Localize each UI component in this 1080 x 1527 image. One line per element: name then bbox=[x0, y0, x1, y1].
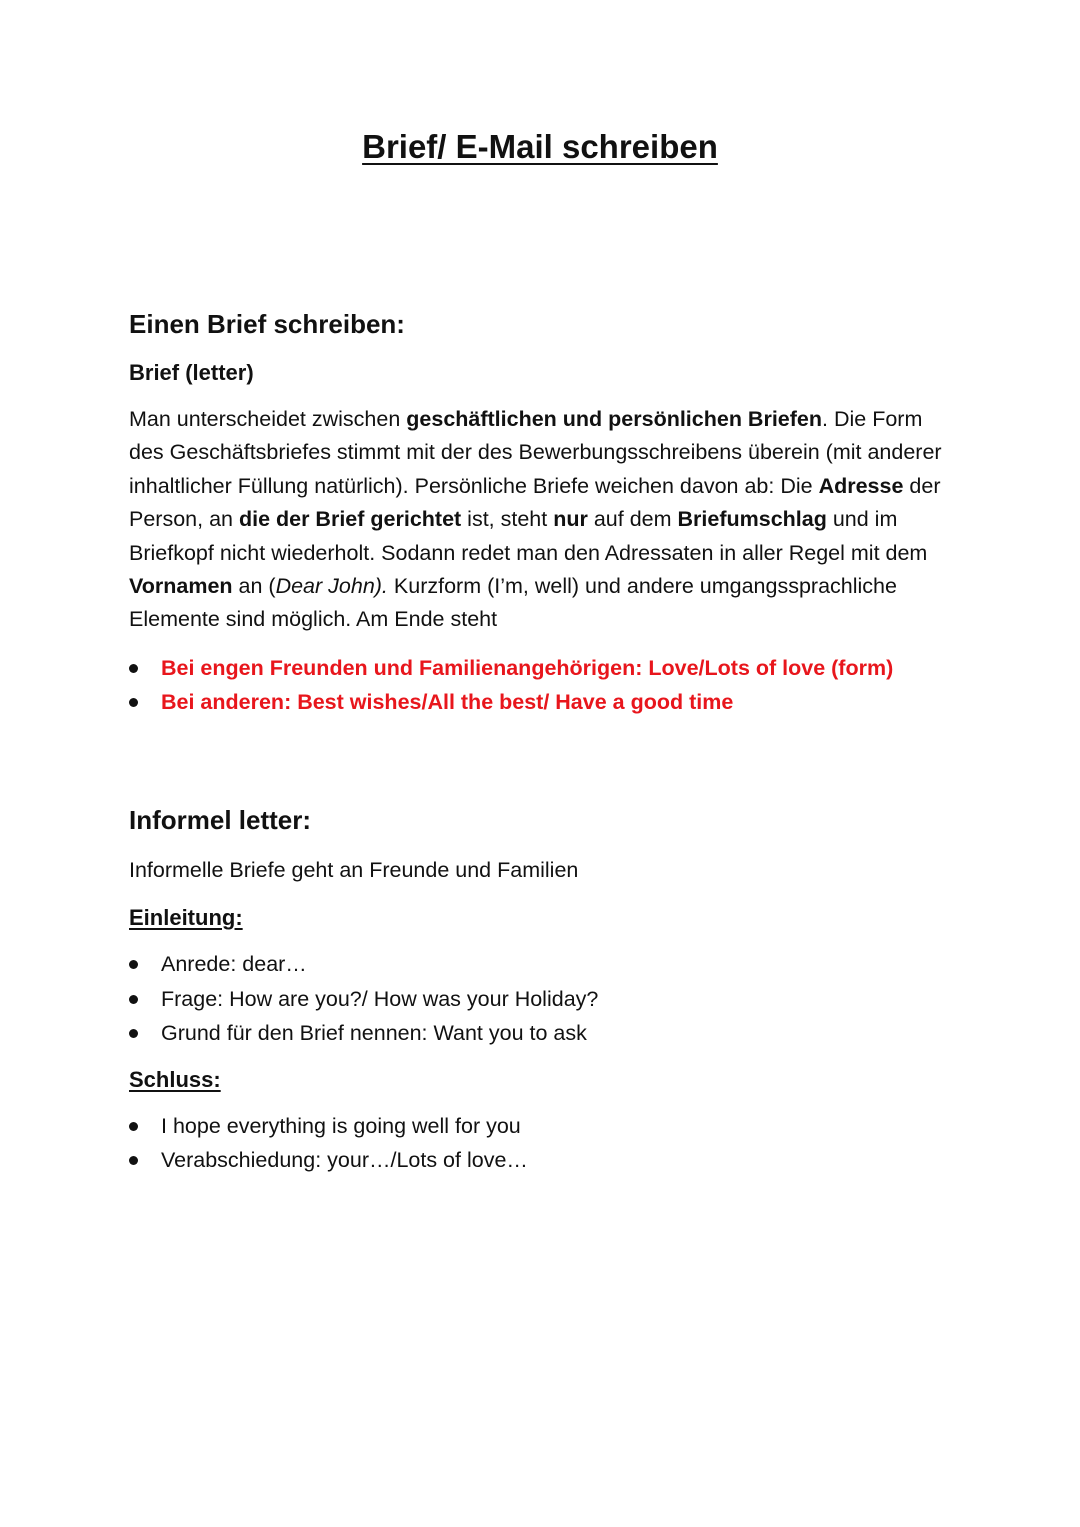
section-einen-brief bbox=[129, 306, 959, 720]
schluss-heading: Schluss: bbox=[129, 1066, 221, 1092]
bold-text-run: die der Brief gerichtet bbox=[238, 507, 462, 532]
page-title: Brief/ E-Mail schreiben bbox=[362, 128, 718, 165]
list-item: Grund für den Brief nennen: Want you to ask bbox=[129, 1016, 959, 1051]
section-informel-letter bbox=[129, 802, 959, 1178]
bold-text-run: nur bbox=[553, 507, 588, 532]
text-run: ist, steht bbox=[461, 507, 554, 532]
list-item: I hope everything is going well for you bbox=[129, 1109, 959, 1144]
list-item: Verabschiedung: your…/Lots of love… bbox=[129, 1143, 959, 1178]
letter-description-paragraph bbox=[129, 403, 959, 637]
bold-text-run: Vornamen bbox=[129, 574, 233, 599]
bold-text-run: geschäftlichen und persönlichen Briefen bbox=[406, 407, 823, 431]
schluss-list bbox=[129, 1109, 959, 1178]
closing-phrases-list bbox=[129, 651, 959, 720]
list-item: Frage: How are you?/ How was your Holiday? bbox=[129, 982, 959, 1017]
section-heading-einen-brief: Einen Brief schreiben: bbox=[129, 309, 405, 339]
einleitung-heading: Einleitung: bbox=[129, 905, 243, 930]
text-run: und im Briefkopf nicht wiederholt. Sodann redet man den Adressaten in aller Regel mit dem bbox=[129, 507, 928, 565]
section-heading-informel-letter: Informel letter: bbox=[129, 805, 312, 835]
list-item: Bei anderen: Best wishes/All the best/ Have a good time bbox=[129, 685, 959, 720]
list-item: Bei engen Freunden und Familienangehörigen: Love/Lots of love (form) bbox=[129, 651, 959, 686]
text-run: Man unterscheidet zwischen bbox=[129, 407, 407, 431]
text-run: auf dem bbox=[587, 507, 678, 532]
text-run: an ( bbox=[232, 574, 276, 599]
informel-intro-text: Informelle Briefe geht an Freunde und Familien bbox=[129, 858, 579, 882]
text-run: . Die Form des Geschäftsbriefes stimmt mit der des Bewerbungsschreibens überein (mit anderer inhaltlicher Füllung natürlich). Persönliche Briefe weichen davon ab: Die bbox=[129, 407, 942, 498]
einleitung-list bbox=[129, 947, 959, 1051]
text-run: der Person, an bbox=[129, 473, 941, 532]
subheading-brief-letter: Brief (letter) bbox=[129, 360, 254, 385]
italic-text-run: Dear John). bbox=[275, 574, 388, 599]
text-run: Kurzform (I’m, well) und andere umgangssprachliche Elemente sind möglich. Am Ende steht bbox=[129, 574, 897, 632]
bold-text-run: Adresse bbox=[818, 473, 904, 498]
bold-text-run: Briefumschlag bbox=[677, 507, 827, 532]
list-item: Anrede: dear… bbox=[129, 947, 959, 982]
